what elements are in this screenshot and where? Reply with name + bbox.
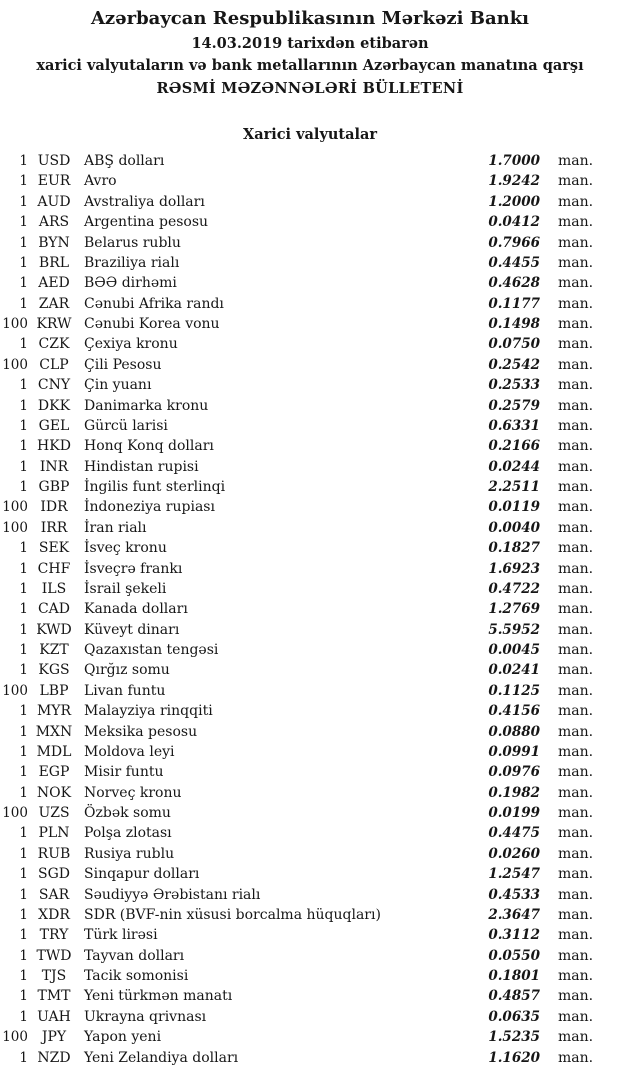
currency-quantity: 1 <box>19 560 28 577</box>
currency-quantity: 1 <box>19 275 28 292</box>
rate-row <box>0 599 620 619</box>
currency-quantity: 1 <box>19 438 28 455</box>
unit-label: man. <box>558 214 594 231</box>
currency-quantity: 1 <box>19 234 28 251</box>
currency-name: Tayvan dolları <box>84 947 185 964</box>
effective-date-line: 14.03.2019 tarixdən etibarən <box>191 35 429 52</box>
currency-name: Kanada dolları <box>84 601 188 618</box>
rate-value: 0.4156 <box>488 703 540 720</box>
currency-code: HKD <box>37 438 71 455</box>
unit-label: man. <box>558 662 594 679</box>
unit-label: man. <box>558 845 594 862</box>
currency-code: DKK <box>37 397 71 414</box>
currency-quantity: 100 <box>2 805 28 821</box>
currency-name: BƏƏ dirhəmi <box>84 275 177 292</box>
rate-row <box>0 559 620 579</box>
rate-value: 0.0635 <box>488 1008 540 1025</box>
document-header <box>0 0 620 98</box>
rate-row <box>0 253 620 273</box>
currency-name: Çin yuanı <box>84 377 152 394</box>
currency-name: Polşa zlotası <box>84 825 172 842</box>
currency-quantity: 100 <box>2 519 28 536</box>
rate-row <box>0 212 620 232</box>
currency-code: SEK <box>38 540 70 557</box>
rate-row <box>0 864 620 884</box>
bulletin-title: RƏSMİ MƏZƏNNƏLƏRİ BÜLLETENİ <box>156 80 464 97</box>
currency-code: INR <box>39 458 69 475</box>
currency-code: KRW <box>36 316 72 332</box>
rate-row <box>0 1048 620 1068</box>
currency-quantity: 1 <box>19 764 28 781</box>
rate-value: 0.0880 <box>488 723 540 740</box>
unit-label: man. <box>558 336 594 353</box>
rate-row <box>0 396 620 416</box>
currency-name: Meksika pesosu <box>84 723 198 740</box>
rate-row <box>0 457 620 477</box>
unit-label: man. <box>558 784 594 801</box>
currency-code: JPY <box>41 1029 67 1046</box>
rate-row <box>0 620 620 640</box>
currency-name: Livan funtu <box>84 682 166 699</box>
unit-label: man. <box>558 295 594 312</box>
currency-code: EUR <box>37 173 71 190</box>
unit-label: man. <box>558 377 594 394</box>
rate-value: 0.0976 <box>488 764 540 781</box>
currency-name: Cənubi Korea vonu <box>84 316 220 332</box>
currency-quantity: 1 <box>19 784 28 801</box>
currency-quantity: 100 <box>2 316 28 332</box>
currency-code: CZK <box>38 336 70 353</box>
unit-label: man. <box>558 927 594 944</box>
unit-label: man. <box>558 254 594 271</box>
rate-value: 0.2542 <box>488 356 540 373</box>
currency-quantity: 1 <box>19 988 28 1005</box>
currency-quantity: 1 <box>19 397 28 414</box>
currency-name: Qazaxıstan tengəsi <box>84 642 219 658</box>
currency-quantity: 1 <box>19 479 28 495</box>
currency-code: CHF <box>37 560 71 577</box>
rate-value: 0.0550 <box>488 947 540 964</box>
currency-name: Yeni türkmən manatı <box>84 988 233 1005</box>
currency-code: TRY <box>39 927 69 944</box>
unit-label: man. <box>558 703 594 720</box>
currency-name: Moldova leyi <box>84 743 175 760</box>
unit-label: man. <box>558 417 594 434</box>
currency-code: TMT <box>37 988 71 1005</box>
currency-quantity: 1 <box>19 845 28 862</box>
unit-label: man. <box>558 947 594 964</box>
rate-value: 0.1125 <box>488 682 540 699</box>
unit-label: man. <box>558 968 594 984</box>
currency-code: AED <box>38 275 70 292</box>
unit-label: man. <box>558 621 594 638</box>
currency-quantity: 100 <box>2 1029 28 1046</box>
currency-code: GBP <box>38 479 70 495</box>
unit-label: man. <box>558 764 594 781</box>
currency-name: Gürcü larisi <box>84 417 168 434</box>
currency-code: ARS <box>38 214 70 231</box>
currency-code: CAD <box>37 601 71 618</box>
rate-value: 0.1801 <box>488 968 540 984</box>
currency-code: SAR <box>38 886 70 903</box>
rate-value: 0.6331 <box>488 417 540 434</box>
currency-quantity: 1 <box>19 825 28 842</box>
rates-table <box>0 151 620 1068</box>
unit-label: man. <box>558 866 594 883</box>
rate-value: 1.1620 <box>488 1049 540 1066</box>
unit-label: man. <box>558 1049 594 1066</box>
rate-value: 0.0991 <box>488 743 540 760</box>
currency-code: CNY <box>37 377 71 394</box>
currency-name: İsveç kronu <box>84 540 167 557</box>
rate-row <box>0 722 620 742</box>
rate-value: 1.2000 <box>488 193 540 210</box>
currency-name: Çexiya kronu <box>84 336 178 353</box>
rate-value: 1.6923 <box>488 560 540 577</box>
currency-quantity: 1 <box>19 927 28 944</box>
rate-row <box>0 966 620 986</box>
rate-row <box>0 701 620 721</box>
rate-row <box>0 151 620 171</box>
rate-row <box>0 518 620 538</box>
currency-code: ZAR <box>38 295 70 312</box>
currency-quantity: 1 <box>19 458 28 475</box>
unit-label: man. <box>558 397 594 414</box>
rate-row <box>0 925 620 945</box>
currency-name: Küveyt dinarı <box>84 621 180 638</box>
rate-row <box>0 783 620 803</box>
rate-value: 0.4857 <box>488 988 540 1005</box>
currency-code: IRR <box>40 519 68 536</box>
rate-value: 0.4533 <box>488 886 540 903</box>
rate-row <box>0 171 620 191</box>
currency-name: İndoneziya rupiası <box>84 499 215 516</box>
rate-value: 1.9242 <box>488 173 540 190</box>
currency-quantity: 1 <box>19 417 28 434</box>
unit-label: man. <box>558 153 594 169</box>
unit-label: man. <box>558 723 594 740</box>
currency-code: GEL <box>38 417 70 434</box>
rate-row <box>0 823 620 843</box>
currency-code: MDL <box>36 743 72 760</box>
currency-code: TJS <box>41 968 67 984</box>
currency-name: Tacik somonisi <box>84 968 189 984</box>
currency-code: EGP <box>38 764 70 781</box>
bank-name-title: Azərbaycan Respublikasının Mərkəzi Bankı <box>90 8 530 29</box>
rate-row <box>0 986 620 1006</box>
unit-label: man. <box>558 682 594 699</box>
unit-label: man. <box>558 499 594 516</box>
currency-quantity: 1 <box>19 254 28 271</box>
currency-quantity: 1 <box>19 214 28 231</box>
rate-row <box>0 192 620 212</box>
currency-code: KGS <box>38 662 70 679</box>
rate-value: 1.2769 <box>488 601 540 618</box>
currency-name: Özbək somu <box>84 805 171 821</box>
currency-quantity: 1 <box>19 906 28 923</box>
unit-label: man. <box>558 580 594 597</box>
currency-code: KWD <box>36 621 72 638</box>
currency-name: Avro <box>84 173 117 190</box>
currency-name: Honq Konq dolları <box>84 438 214 455</box>
rate-row <box>0 579 620 599</box>
section-title-foreign-currencies: Xarici valyutalar <box>242 126 378 143</box>
currency-name: Argentina pesosu <box>84 214 209 231</box>
unit-label: man. <box>558 173 594 190</box>
rate-value: 0.0260 <box>488 845 540 862</box>
currency-name: Avstraliya dolları <box>84 193 205 210</box>
currency-name: Hindistan rupisi <box>84 458 199 475</box>
unit-label: man. <box>558 1008 594 1025</box>
currency-code: UZS <box>38 805 70 821</box>
currency-name: SDR (BVF-nin xüsusi borcalma hüquqları) <box>84 906 381 923</box>
currency-quantity: 1 <box>19 1008 28 1025</box>
currency-code: AUD <box>37 193 71 210</box>
unit-label: man. <box>558 275 594 292</box>
currency-code: BYN <box>38 234 70 251</box>
currency-code: LBP <box>39 682 69 699</box>
unit-label: man. <box>558 1029 594 1046</box>
currency-name: ABŞ dolları <box>84 153 165 169</box>
currency-name: Malayziya rinqqiti <box>84 703 213 720</box>
rate-value: 0.0045 <box>488 642 540 658</box>
currency-code: PLN <box>38 825 70 842</box>
currency-name: İngilis funt sterlinqi <box>84 479 226 495</box>
currency-code: UAH <box>37 1008 71 1025</box>
unit-label: man. <box>558 906 594 923</box>
rate-row <box>0 355 620 375</box>
rate-row <box>0 477 620 497</box>
rate-row <box>0 681 620 701</box>
rate-value: 0.4475 <box>488 825 540 842</box>
currency-code: KZT <box>39 642 69 658</box>
currency-quantity: 1 <box>19 886 28 903</box>
rate-row <box>0 375 620 395</box>
rate-value: 0.0241 <box>488 662 540 679</box>
unit-label: man. <box>558 479 594 495</box>
rate-row <box>0 416 620 436</box>
rate-value: 0.2579 <box>488 397 540 414</box>
rate-value: 1.5235 <box>488 1029 540 1046</box>
rate-value: 0.0244 <box>488 458 540 475</box>
currency-name: Norveç kronu <box>84 784 182 801</box>
currency-name: İran rialı <box>84 519 147 536</box>
currency-name: Türk lirəsi <box>84 927 158 944</box>
currency-quantity: 1 <box>19 866 28 883</box>
rate-row <box>0 946 620 966</box>
rate-row <box>0 1027 620 1047</box>
unit-label: man. <box>558 988 594 1005</box>
unit-label: man. <box>558 560 594 577</box>
currency-code: TWD <box>36 947 72 964</box>
currency-code: SGD <box>38 866 70 883</box>
currency-quantity: 1 <box>19 173 28 190</box>
unit-label: man. <box>558 825 594 842</box>
currency-name: İsrail şekeli <box>84 580 167 597</box>
currency-quantity: 1 <box>19 743 28 760</box>
currency-quantity: 1 <box>19 968 28 984</box>
rate-value: 0.1177 <box>488 295 540 312</box>
rate-row <box>0 905 620 925</box>
unit-label: man. <box>558 540 594 557</box>
unit-label: man. <box>558 519 594 536</box>
rate-value: 0.0040 <box>488 519 540 536</box>
currency-code: RUB <box>37 845 71 862</box>
unit-label: man. <box>558 356 594 373</box>
currency-name: İsveçrə frankı <box>84 560 183 577</box>
rate-row <box>0 436 620 456</box>
currency-quantity: 1 <box>19 662 28 679</box>
currency-quantity: 1 <box>19 580 28 597</box>
rate-row <box>0 334 620 354</box>
rate-value: 0.2166 <box>488 438 540 455</box>
currency-name: Belarus rublu <box>84 234 181 251</box>
unit-label: man. <box>558 642 594 658</box>
rate-row <box>0 497 620 517</box>
currency-code: USD <box>37 153 71 169</box>
currency-name: Çili Pesosu <box>84 356 162 373</box>
currency-code: CLP <box>39 356 69 373</box>
currency-name: Yeni Zelandiya dolları <box>84 1049 239 1066</box>
rate-value: 2.3647 <box>488 906 540 923</box>
currency-code: NZD <box>37 1049 71 1066</box>
currency-code: BRL <box>38 254 70 271</box>
rate-value: 5.5952 <box>488 621 540 638</box>
currency-quantity: 100 <box>2 682 28 699</box>
currency-quantity: 100 <box>2 499 28 516</box>
unit-label: man. <box>558 805 594 821</box>
rate-value: 0.0119 <box>488 499 540 516</box>
rate-row <box>0 885 620 905</box>
rate-row <box>0 640 620 660</box>
rate-row <box>0 1007 620 1027</box>
currency-name: Qırğız somu <box>84 662 170 679</box>
currency-name: Cənubi Afrika randı <box>84 295 224 312</box>
currency-quantity: 1 <box>19 723 28 740</box>
currency-code: IDR <box>40 499 68 516</box>
currency-code: XDR <box>38 906 70 923</box>
currency-code: ILS <box>41 580 67 597</box>
currency-quantity: 1 <box>19 295 28 312</box>
rate-value: 0.0750 <box>488 336 540 353</box>
unit-label: man. <box>558 234 594 251</box>
currency-quantity: 1 <box>19 153 28 169</box>
currency-name: Misir funtu <box>84 764 164 781</box>
rate-row <box>0 803 620 823</box>
currency-quantity: 1 <box>19 703 28 720</box>
rate-row <box>0 314 620 334</box>
unit-label: man. <box>558 601 594 618</box>
currency-quantity: 1 <box>19 377 28 394</box>
currency-name: Braziliya rialı <box>84 254 180 271</box>
rate-row <box>0 294 620 314</box>
currency-quantity: 100 <box>2 356 28 373</box>
rate-row <box>0 233 620 253</box>
rate-value: 0.0199 <box>488 805 540 821</box>
rate-value: 0.0412 <box>488 214 540 231</box>
rate-row <box>0 762 620 782</box>
currency-code: MYR <box>36 703 72 720</box>
rate-row <box>0 273 620 293</box>
currency-name: Səudiyyə Ərəbistanı rialı <box>84 886 261 903</box>
rate-value: 0.4628 <box>488 275 540 292</box>
rate-value: 0.3112 <box>488 927 540 944</box>
rate-value: 2.2511 <box>488 479 540 495</box>
rate-value: 0.4455 <box>488 254 540 271</box>
rate-value: 0.1982 <box>488 784 540 801</box>
currency-name: Sinqapur dolları <box>84 866 200 883</box>
rate-row <box>0 660 620 680</box>
currency-quantity: 1 <box>19 336 28 353</box>
unit-label: man. <box>558 458 594 475</box>
rate-value: 0.1498 <box>488 316 540 332</box>
rate-row <box>0 844 620 864</box>
rate-row <box>0 742 620 762</box>
rate-value: 1.7000 <box>488 153 540 169</box>
currency-name: Rusiya rublu <box>84 845 175 862</box>
rate-value: 0.7966 <box>488 234 540 251</box>
rate-row <box>0 538 620 558</box>
currency-name: Danimarka kronu <box>84 397 209 414</box>
unit-label: man. <box>558 193 594 210</box>
currency-quantity: 1 <box>19 601 28 618</box>
rate-value: 0.2533 <box>488 377 540 394</box>
currency-quantity: 1 <box>19 1049 28 1066</box>
unit-label: man. <box>558 886 594 903</box>
rate-value: 1.2547 <box>488 866 540 883</box>
subtitle-line: xarici valyutaların və bank metallarının Azərbaycan manatına qarşı <box>36 57 584 74</box>
rate-value: 0.1827 <box>488 540 540 557</box>
currency-quantity: 1 <box>19 621 28 638</box>
currency-quantity: 1 <box>19 540 28 557</box>
unit-label: man. <box>558 316 594 332</box>
unit-label: man. <box>558 743 594 760</box>
rate-value: 0.4722 <box>488 580 540 597</box>
currency-name: Ukrayna qrivnası <box>84 1008 207 1025</box>
currency-code: NOK <box>36 784 72 801</box>
currency-code: MXN <box>35 723 73 740</box>
currency-quantity: 1 <box>19 642 28 658</box>
unit-label: man. <box>558 438 594 455</box>
currency-name: Yapon yeni <box>84 1029 162 1046</box>
currency-quantity: 1 <box>19 193 28 210</box>
currency-quantity: 1 <box>19 947 28 964</box>
